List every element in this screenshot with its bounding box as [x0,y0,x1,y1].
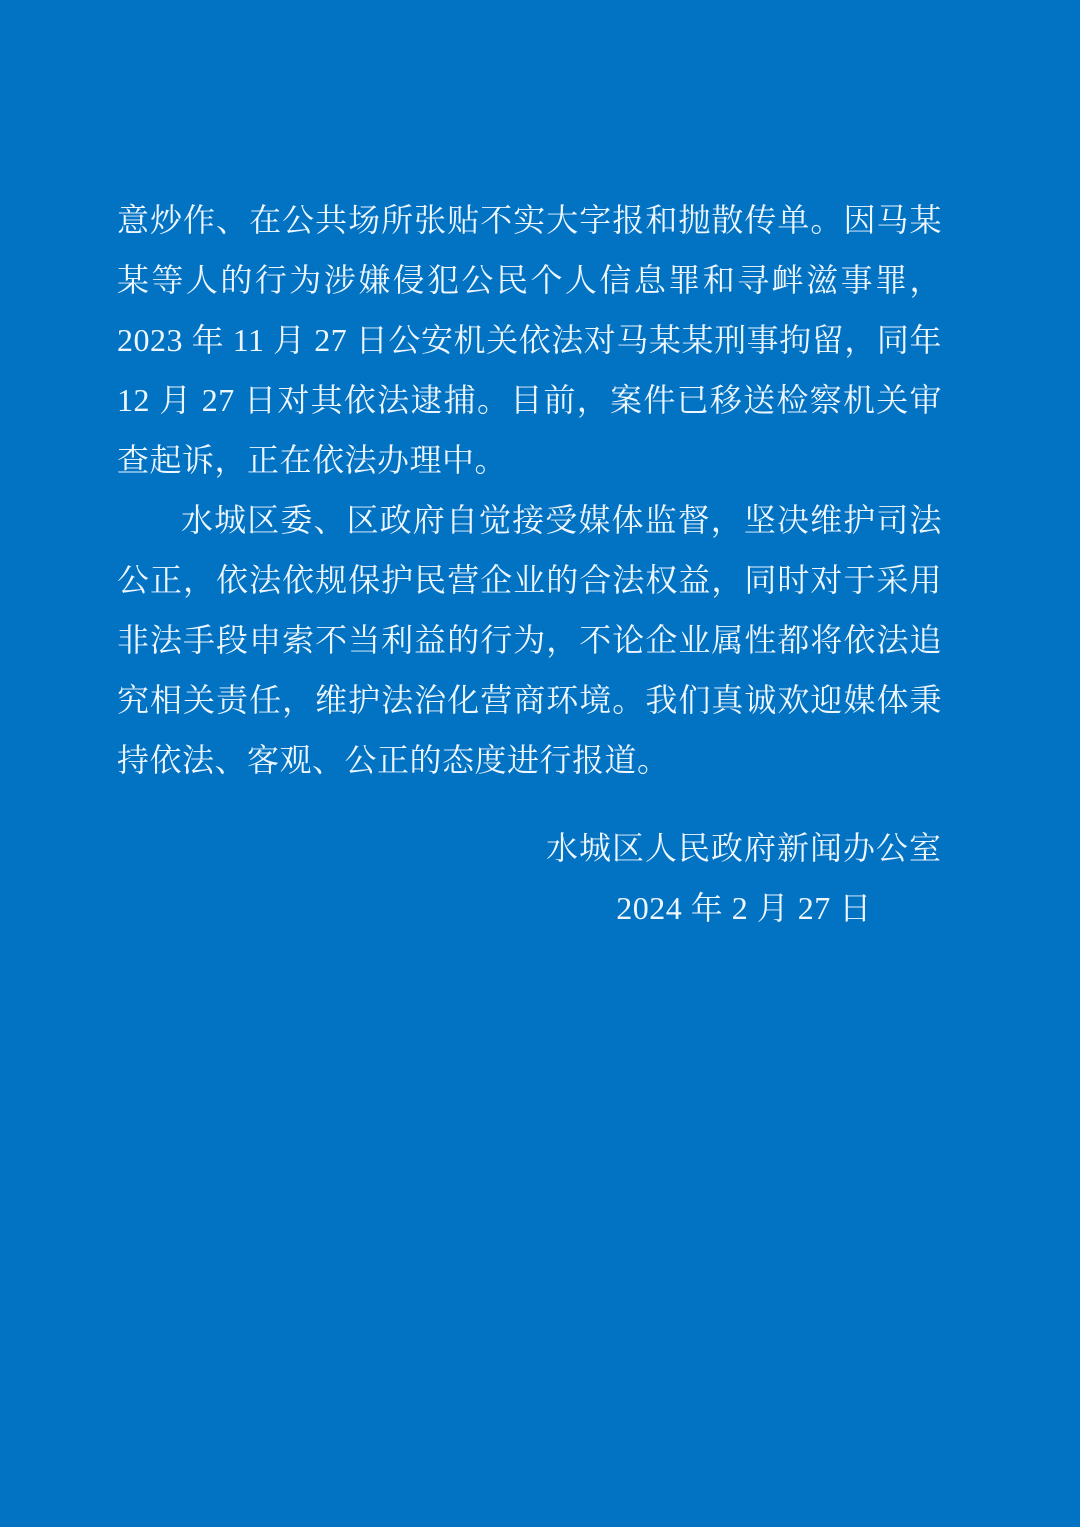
signature-block [117,818,942,938]
signature-inner [546,818,942,938]
issuer-signature: 水城区人民政府新闻办公室 [545,830,942,866]
body-paragraph-2: 水城区委、区政府自觉接受媒体监督，坚决维护司法公正，依法依规保护民营企业的合法权益，同时对于采用非法手段申索不当利益的行为，不论企业属性都将依法追究相关责任，维护法治化营商环境。我们真诚欢迎媒体秉持依法、客观、公正的态度进行报道。 [117,502,942,778]
body-paragraph-1: 意炒作、在公共场所张贴不实大字报和抛散传单。因马某某等人的行为涉嫌侵犯公民个人信息罪和寻衅滋事罪，2023 年 11 月 27 日公安机关依法对马某某刑事拘留，同年 12 月 27 日对其依法逮捕。目前，案件已移送检察机关审查起诉，正在依法办理中。 [117,202,942,478]
issue-date: 2024 年 2 月 27 日 [616,890,872,926]
